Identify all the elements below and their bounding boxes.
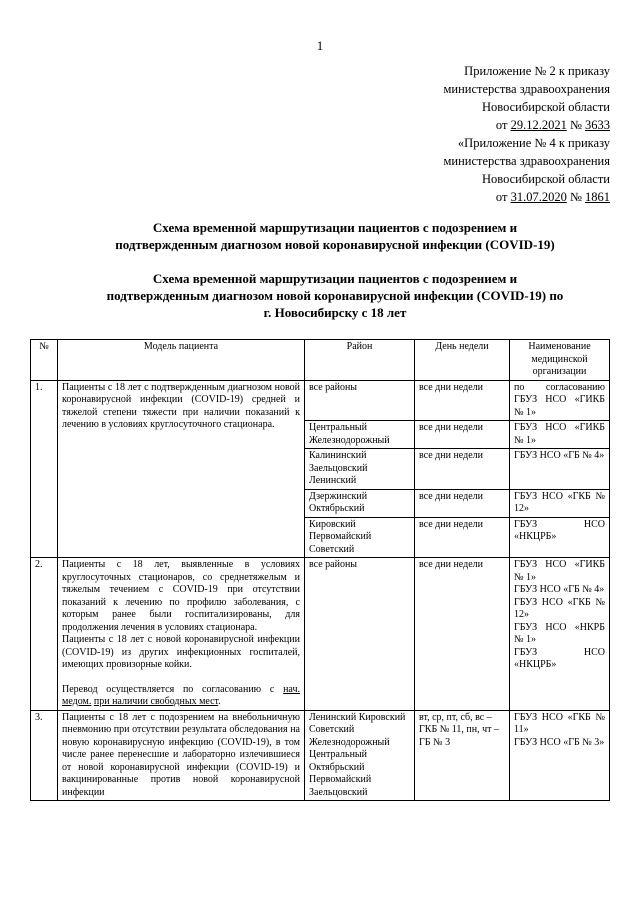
text-fragment: от bbox=[495, 118, 511, 132]
document-subtitle bbox=[60, 270, 610, 321]
row-num: 1. bbox=[31, 380, 58, 558]
appendix-line: Новосибирской области bbox=[481, 172, 610, 186]
model-paragraph: Пациенты с 18 лет с новой коронавирусной инфекции (COVID-19) из других инфекционных госпиталей, имеющих провизорные койки. bbox=[62, 634, 300, 670]
header-day: День недели bbox=[415, 340, 510, 381]
district-cell: Калининский Заельцовский Ленинский bbox=[305, 449, 415, 490]
patient-model: Пациенты с 18 лет с подтвержденным диагнозом новой коронавирусной инфекции (COVID-19) средней и тяжелой степени тяжести при наличии показаний к лечению в условиях круглосуточного стационара. bbox=[58, 380, 305, 558]
day-cell: все дни недели bbox=[415, 380, 510, 421]
patient-model: Пациенты с 18 лет с подозрением на внебольничную пневмонию при отсутствии результата обследования на новую коронавирусную инфекцию (COVID-19), в том числе ранее перенесшие и лабораторно излечившиеся от новой коронавирусной инфекции (COVID-19) и вакцинированные против новой коронавирусной инфекции bbox=[58, 710, 305, 801]
day-cell: все дни недели bbox=[415, 489, 510, 517]
document-title bbox=[60, 219, 610, 253]
district-cell: Дзержинский Октябрьский bbox=[305, 489, 415, 517]
day-cell: вт, ср, пт, сб, вс – ГКБ № 11, пн, чт – ГБ № 3 bbox=[415, 710, 510, 801]
title-line: подтвержденным диагнозом новой коронавирусной инфекции (COVID-19) по bbox=[106, 288, 564, 303]
table-header-row bbox=[31, 340, 610, 381]
appendix-line: Новосибирской области bbox=[481, 100, 610, 114]
appendix-line: Приложение № 2 к приказу bbox=[464, 64, 610, 78]
text-fragment: Перевод осуществляется по согласованию с bbox=[62, 683, 284, 695]
org-item: ГБУЗ НСО «ГКБ № 12» bbox=[514, 596, 605, 620]
day-cell: все дни недели bbox=[415, 449, 510, 490]
org-item: ГБУЗ НСО «ГИКБ № 1» bbox=[514, 559, 605, 583]
appendix-line: министерства здравоохранения bbox=[443, 154, 610, 168]
day-cell: все дни недели bbox=[415, 421, 510, 449]
org-cell: ГБУЗ НСО «НКЦРБ» bbox=[510, 517, 610, 558]
appendix-order-line bbox=[444, 116, 611, 134]
title-line: подтвержденным диагнозом новой коронавирусной инфекции (COVID-19) bbox=[115, 237, 555, 252]
day-cell: все дни недели bbox=[415, 517, 510, 558]
text-fragment: при наличии свободных мест bbox=[93, 696, 219, 707]
org-item: ГБУЗ НСО «ГБ № 4» bbox=[514, 584, 605, 595]
org-item: ГБУЗ НСО «ГКБ № 11» bbox=[514, 711, 605, 735]
appendix-line: министерства здравоохранения bbox=[443, 82, 610, 96]
header-district: Район bbox=[305, 340, 415, 381]
row-num: 3. bbox=[31, 710, 58, 801]
district-cell: Кировский Первомайский Советский bbox=[305, 517, 415, 558]
district-cell: все районы bbox=[305, 558, 415, 711]
text-fragment: от bbox=[495, 190, 511, 204]
table-row bbox=[31, 380, 610, 421]
appendix-order-line bbox=[444, 188, 611, 206]
order-date: 29.12.2021 bbox=[510, 118, 567, 132]
district-cell: Центральный Железнодорожный bbox=[305, 421, 415, 449]
district-cell: все районы bbox=[305, 380, 415, 421]
org-cell bbox=[510, 710, 610, 801]
org-item: ГБУЗ НСО «ГБ № 3» bbox=[514, 736, 605, 748]
org-cell bbox=[510, 558, 610, 711]
org-cell: по согласованию ГБУЗ НСО «ГИКБ № 1» bbox=[510, 380, 610, 421]
text-fragment: . bbox=[218, 696, 221, 707]
title-line: Схема временной маршрутизации пациентов с подозрением и bbox=[152, 220, 518, 235]
org-item: ГБУЗ НСО «НКЦРБ» bbox=[514, 646, 605, 670]
order-number: 1861 bbox=[585, 190, 610, 204]
district-cell: Ленинский Кировский Советский Железнодорожный Центральный Октябрьский Первомайский Заельцовский bbox=[305, 710, 415, 801]
row-num: 2. bbox=[31, 558, 58, 711]
header-model: Модель пациента bbox=[58, 340, 305, 381]
org-cell: ГБУЗ НСО «ГБ № 4» bbox=[510, 449, 610, 490]
text-fragment: нач. медом. bbox=[62, 683, 300, 707]
order-number: 3633 bbox=[585, 118, 610, 132]
table-row bbox=[31, 710, 610, 801]
header-num: № bbox=[31, 340, 58, 381]
appendix-block bbox=[444, 62, 611, 206]
model-paragraph: Пациенты с 18 лет, выявленные в условиях круглосуточных стационаров, со среднетяжелым и тяжелым течением с COVID-19 при отсутствии показаний к лечению по профилю заболевания, с которым ранее были госпитализированы, для продолжения лечения в условиях стационара. bbox=[62, 559, 300, 633]
text-fragment: № bbox=[566, 190, 585, 204]
patient-model bbox=[58, 558, 305, 711]
routing-table bbox=[30, 339, 610, 801]
title-line: Схема временной маршрутизации пациентов с подозрением и bbox=[152, 271, 518, 286]
day-cell: все дни недели bbox=[415, 558, 510, 711]
appendix-line: «Приложение № 4 к приказу bbox=[457, 136, 610, 150]
org-item: ГБУЗ НСО «НКРБ № 1» bbox=[514, 621, 605, 645]
table-row bbox=[31, 558, 610, 711]
order-date: 31.07.2020 bbox=[510, 190, 567, 204]
org-cell: ГБУЗ НСО «ГИКБ № 1» bbox=[510, 421, 610, 449]
model-note bbox=[62, 684, 300, 709]
text-fragment: № bbox=[566, 118, 585, 132]
page-number: 1 bbox=[316, 38, 324, 53]
org-cell: ГБУЗ НСО «ГКБ № 12» bbox=[510, 489, 610, 517]
header-org: Наименование медицинской организации bbox=[510, 340, 610, 381]
title-line: г. Новосибирску с 18 лет bbox=[263, 305, 407, 320]
